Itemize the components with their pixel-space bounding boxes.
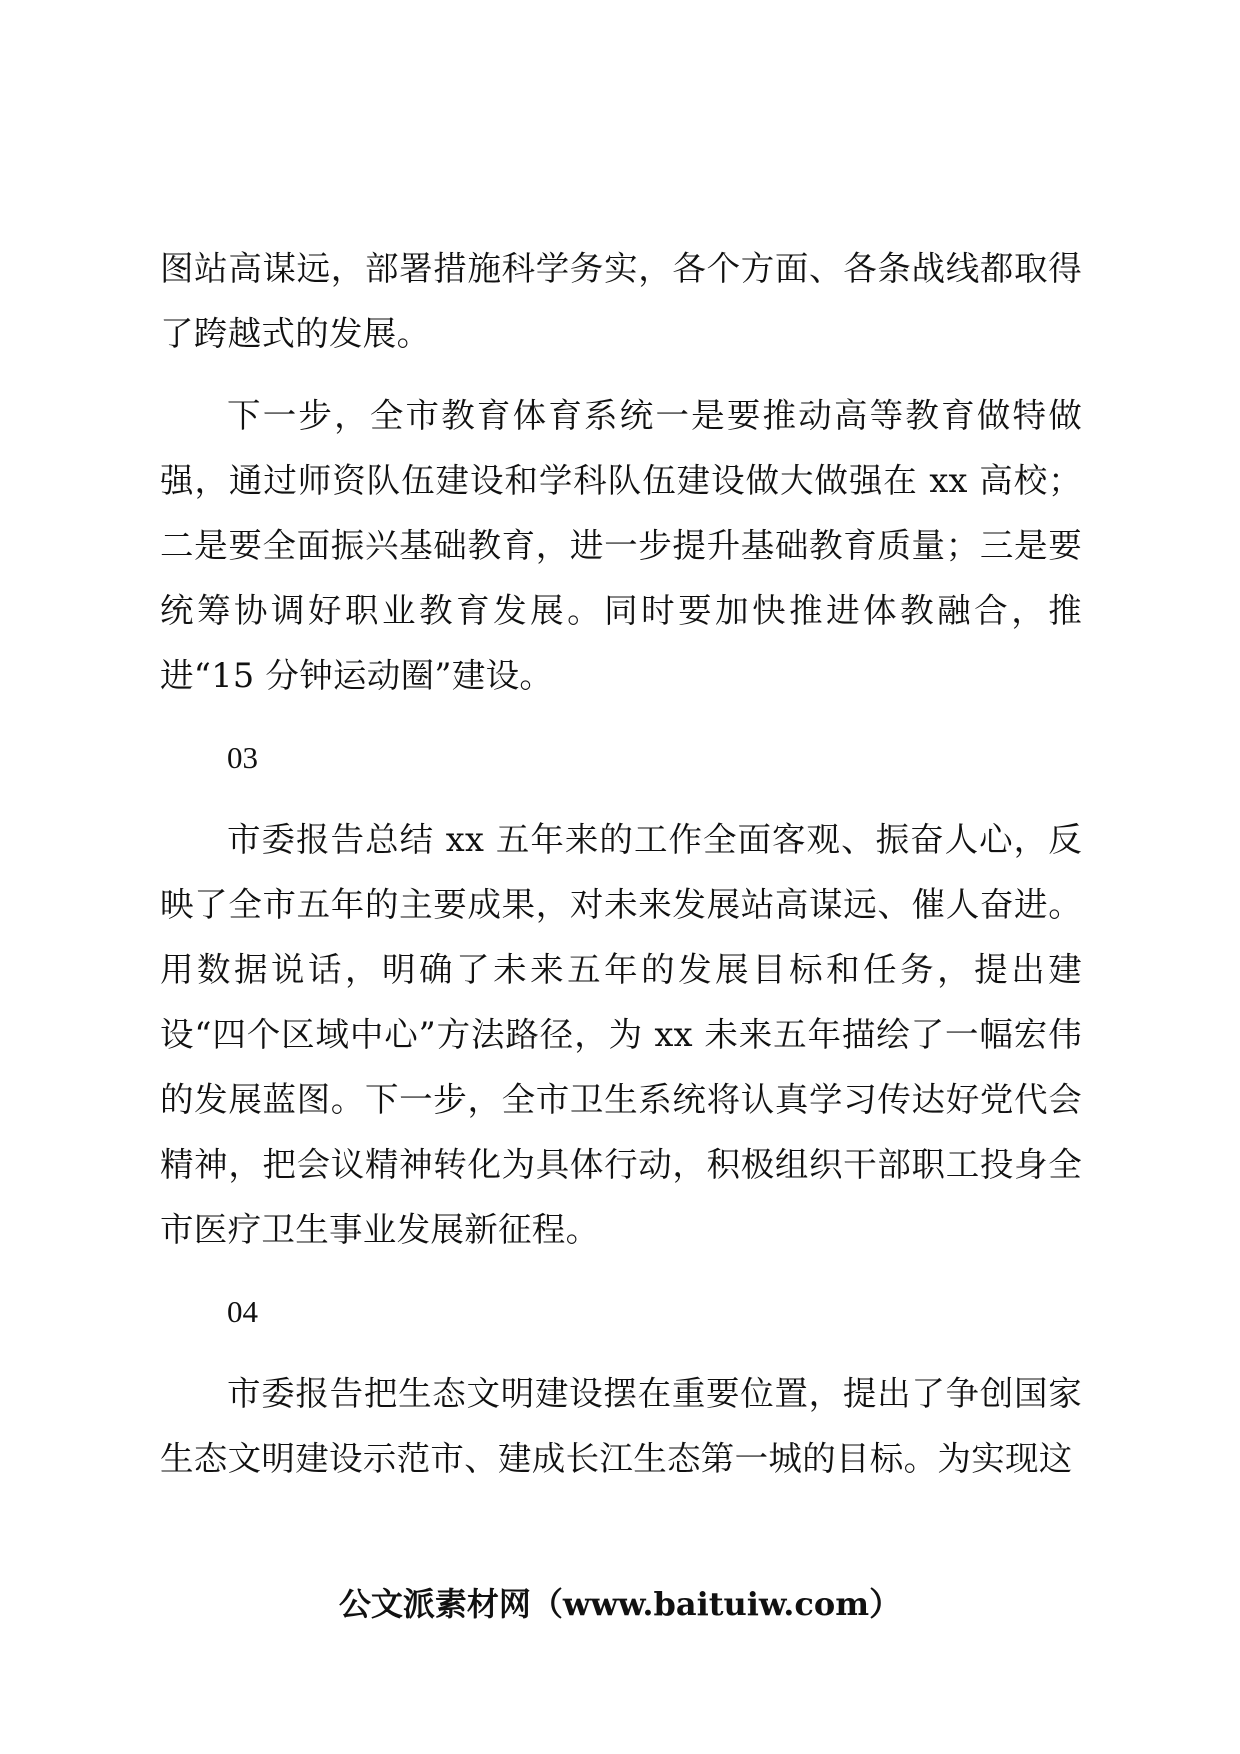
paragraph-health: 市委报告总结 xx 五年来的工作全面客观、振奋人心，反映了全市五年的主要成果，对未来发展站高谋远、催人奋进。用数据说话，明确了未来五年的发展目标和任务，提出建设“四个区域中心”方法路径，为 xx 未来五年描绘了一幅宏伟的发展蓝图。下一步，全市卫生系统将认真学习传达好党代会精神，把会议精神转化为具体行动，积极组织干部职工投身全市医疗卫生事业发展新征程。 xyxy=(160,820,1082,1249)
paragraph-education: 下一步，全市教育体育系统一是要推动高等教育做特做强，通过师资队伍建设和学科队伍建设做大做强在 xx 高校；二是要全面振兴基础教育，进一步提升基础教育质量；三是要统筹协调好职业教育发展。同时要加快推进体教融合，推进“15 分钟运动圈”建设。 xyxy=(160,396,1082,695)
section-number-03: 03 xyxy=(227,740,258,775)
paragraph-ecology: 市委报告把生态文明建设摆在重要位置，提出了争创国家生态文明建设示范市、建成长江生态第一城的目标。为实现这 xyxy=(160,1374,1082,1478)
footer-watermark: 公文派素材网（www.baituiw.com） xyxy=(338,1585,902,1623)
section-number-04: 04 xyxy=(227,1294,258,1329)
paragraph-continuation: 图站高谋远，部署措施科学务实，各个方面、各条战线都取得了跨越式的发展。 xyxy=(160,249,1082,353)
document-body xyxy=(160,236,1082,1508)
